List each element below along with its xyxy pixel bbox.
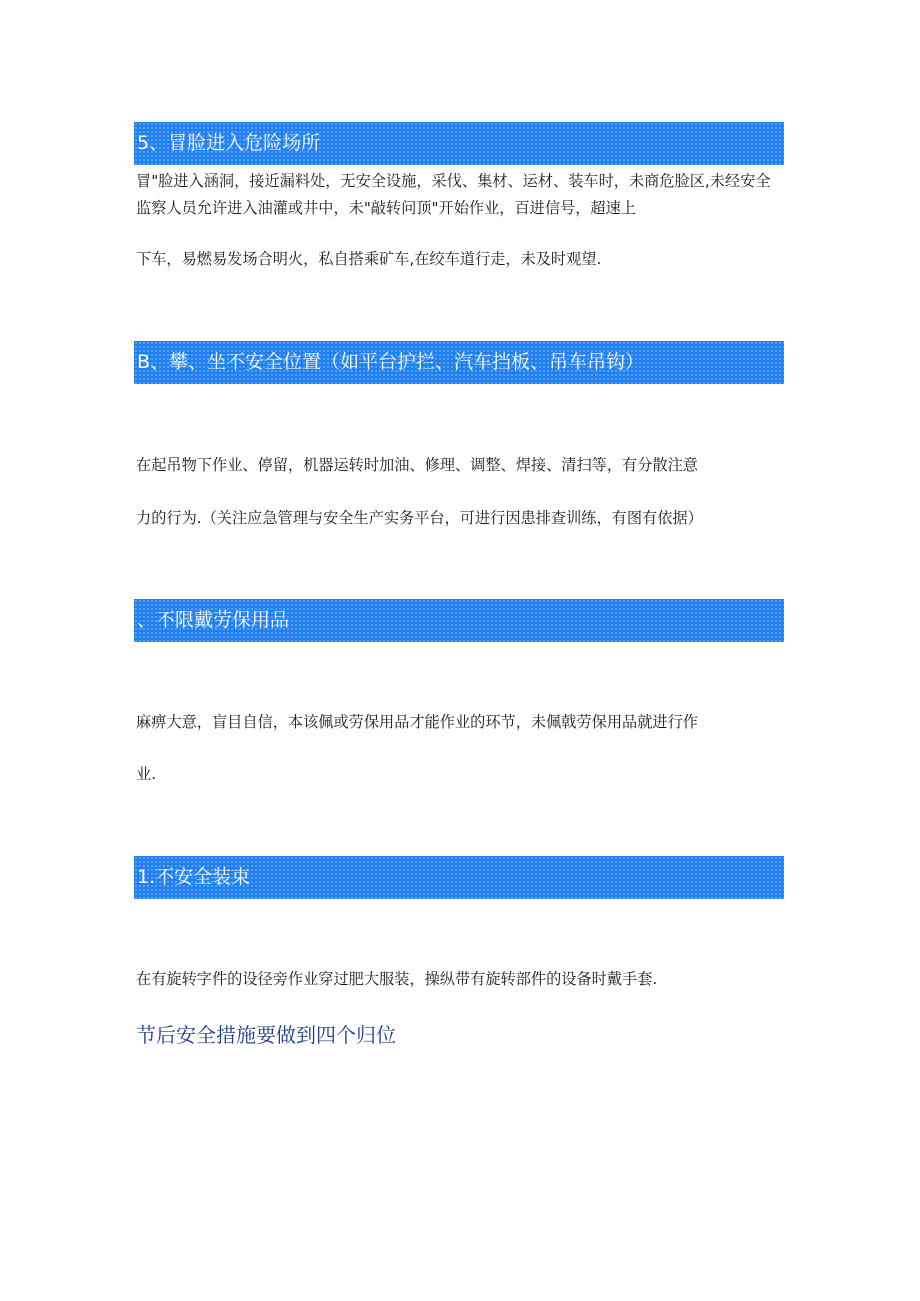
section-3-line-1: 麻痹大意，盲目自信，本该佩或劳保用品才能作业的环节，未佩戟劳保用品就进行作 <box>136 713 698 731</box>
section-heading-4: 1.不安全装束 <box>134 856 784 899</box>
section-1-line-1: 冒"脸进入涵洞，接近漏料处，无安全设施，采伐、集材、运材、装车时，未商危脸区,未经安全 <box>136 172 771 190</box>
section-2-line-1: 在起吊物下作业、停留，机器运转时加油、修理、调整、焊接、清扫等，有分散注意 <box>136 456 698 474</box>
section-heading-2: B、攀、坐不安全位置（如平台护拦、汽车挡板、吊车吊钩） <box>134 341 784 384</box>
section-heading-3: 、不限戴劳保用品 <box>134 599 784 642</box>
section-4-line-1: 在有旋转字件的设径旁作业穿过肥大服装，操纵带有旋转部件的设备时戴手套. <box>136 970 658 988</box>
section-1-line-2: 监察人员允许进入油灌或井中，未"敲转问顶"开始作业，百进信号，超速上 <box>136 199 636 217</box>
footer-heading: 节后安全措施要做到四个归位 <box>136 1023 396 1047</box>
section-heading-1: 5、冒脸进入危险场所 <box>134 122 784 165</box>
section-1-line-3: 下车，易燃易发场合明火，私自搭乘矿车,在绞车道行走，未及时观望. <box>136 250 602 268</box>
section-2-line-2: 力的行为.（关注应急管理与安全生产实务平台，可进行因患排查训练，有图有依据） <box>136 509 703 527</box>
section-3-line-2: 业. <box>136 765 157 783</box>
